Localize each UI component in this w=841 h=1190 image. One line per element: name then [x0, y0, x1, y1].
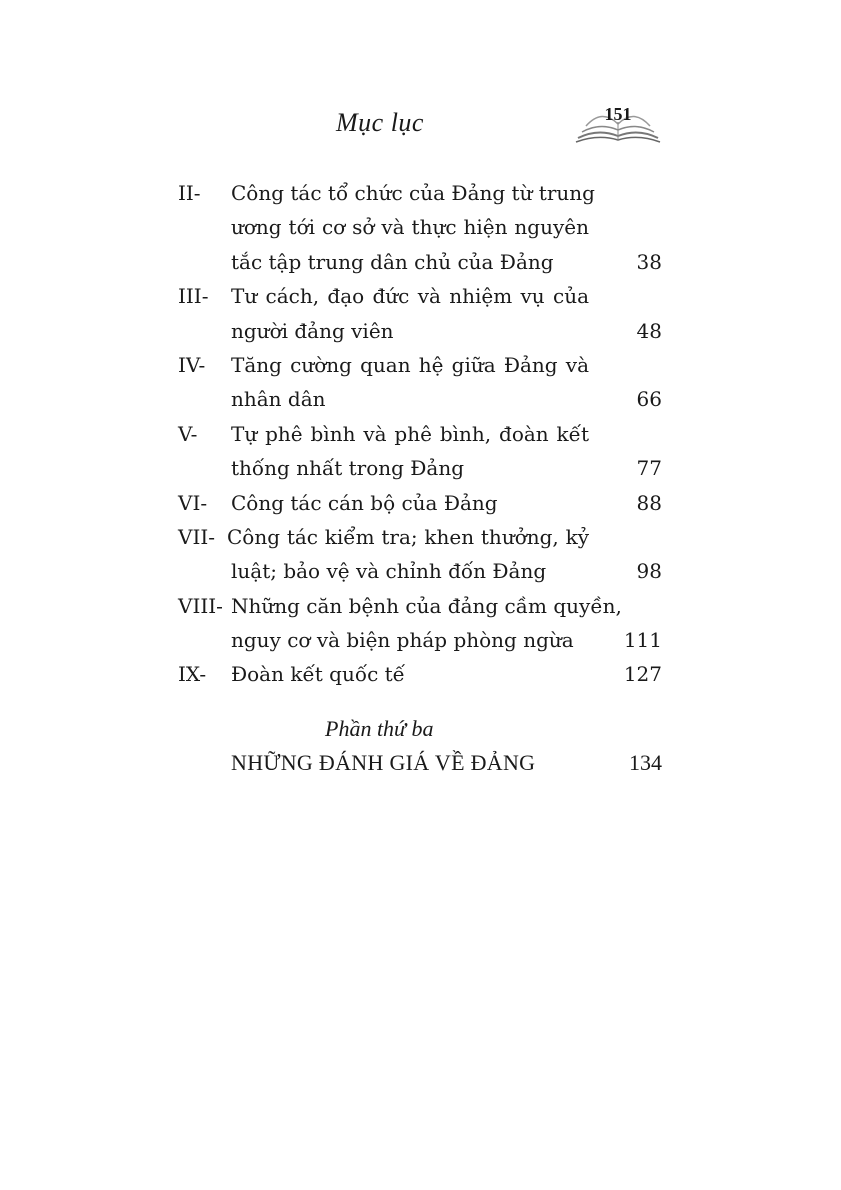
- toc-entry-text: Tư cách, đạo đức và nhiệm vụ của: [231, 284, 589, 309]
- toc-entry-text: Công tác kiểm tra; khen thưởng, kỷ: [227, 524, 589, 549]
- table-of-contents: [178, 176, 662, 692]
- toc-entry-line: [178, 520, 662, 554]
- toc-entry-text: thống nhất trong Đảng: [231, 456, 465, 481]
- toc-entry-line: [178, 279, 662, 313]
- toc-entry-text: Tăng cường quan hệ giữa Đảng và: [231, 352, 589, 377]
- toc-entry-line: [178, 589, 662, 623]
- toc-entry-line: [178, 348, 662, 382]
- toc-entry-line: [178, 417, 662, 451]
- toc-entry-line: [178, 554, 662, 588]
- toc-entry-text: ương tới cơ sở và thực hiện nguyên: [231, 215, 589, 240]
- toc-entry-number: VIII-: [178, 593, 223, 618]
- running-header-title: Mục lục: [336, 108, 424, 137]
- toc-entry-text: Những căn bệnh của đảng cầm quyền,: [231, 593, 622, 618]
- toc-entry-number: V-: [178, 421, 198, 446]
- toc-entry-text: tắc tập trung dân chủ của Đảng: [231, 249, 554, 274]
- toc-entry-page: 111: [623, 628, 662, 653]
- toc-entry-line: [178, 382, 662, 416]
- toc-entry-number: VI-: [178, 490, 208, 515]
- toc-entry-line: [178, 623, 662, 657]
- toc-entry-page: 48: [636, 318, 662, 343]
- page-number: 151: [604, 104, 632, 124]
- toc-entry-page: 88: [636, 490, 662, 515]
- toc-entry-line: [178, 486, 662, 520]
- toc-entry-text: Đoàn kết quốc tế: [231, 662, 405, 687]
- part-title: NHỮNG ĐÁNH GIÁ VỀ ĐẢNG: [231, 750, 536, 775]
- toc-entry-page: 127: [623, 662, 662, 687]
- toc-entry-number: II-: [178, 181, 201, 205]
- toc-entry-text: Công tác cán bộ của Đảng: [231, 490, 498, 515]
- toc-entry-page: 38: [636, 249, 662, 274]
- toc-entry-page: 66: [636, 387, 662, 412]
- toc-entry-text: nguy cơ và biện pháp phòng ngừa: [231, 628, 574, 653]
- toc-entry-number: IV-: [178, 352, 206, 377]
- toc-entry-text: Tự phê bình và phê bình, đoàn kết: [231, 421, 589, 446]
- toc-entry-number: IX-: [178, 662, 207, 687]
- toc-entry-text: Công tác tổ chức của Đảng từ trung: [231, 181, 595, 205]
- toc-entry-line: [178, 210, 662, 244]
- toc-entry-number: VII-: [178, 524, 216, 549]
- part-page-number: 134: [629, 750, 662, 775]
- toc-entry-text: luật; bảo vệ và chỉnh đốn Đảng: [231, 559, 547, 584]
- toc-entry-page: 98: [636, 559, 662, 584]
- toc-entry-line: [178, 176, 662, 210]
- part-subtitle: Phần thứ ba: [325, 716, 434, 741]
- toc-entry-line: [178, 245, 662, 279]
- toc-entry-number: III-: [178, 284, 209, 309]
- toc-entry-text: người đảng viên: [231, 318, 394, 343]
- toc-entry-page: 77: [636, 456, 662, 481]
- toc-entry-text: nhân dân: [231, 387, 326, 412]
- toc-entry-line: [178, 451, 662, 485]
- toc-entry-line: [178, 657, 662, 691]
- toc-entry-line: [178, 314, 662, 348]
